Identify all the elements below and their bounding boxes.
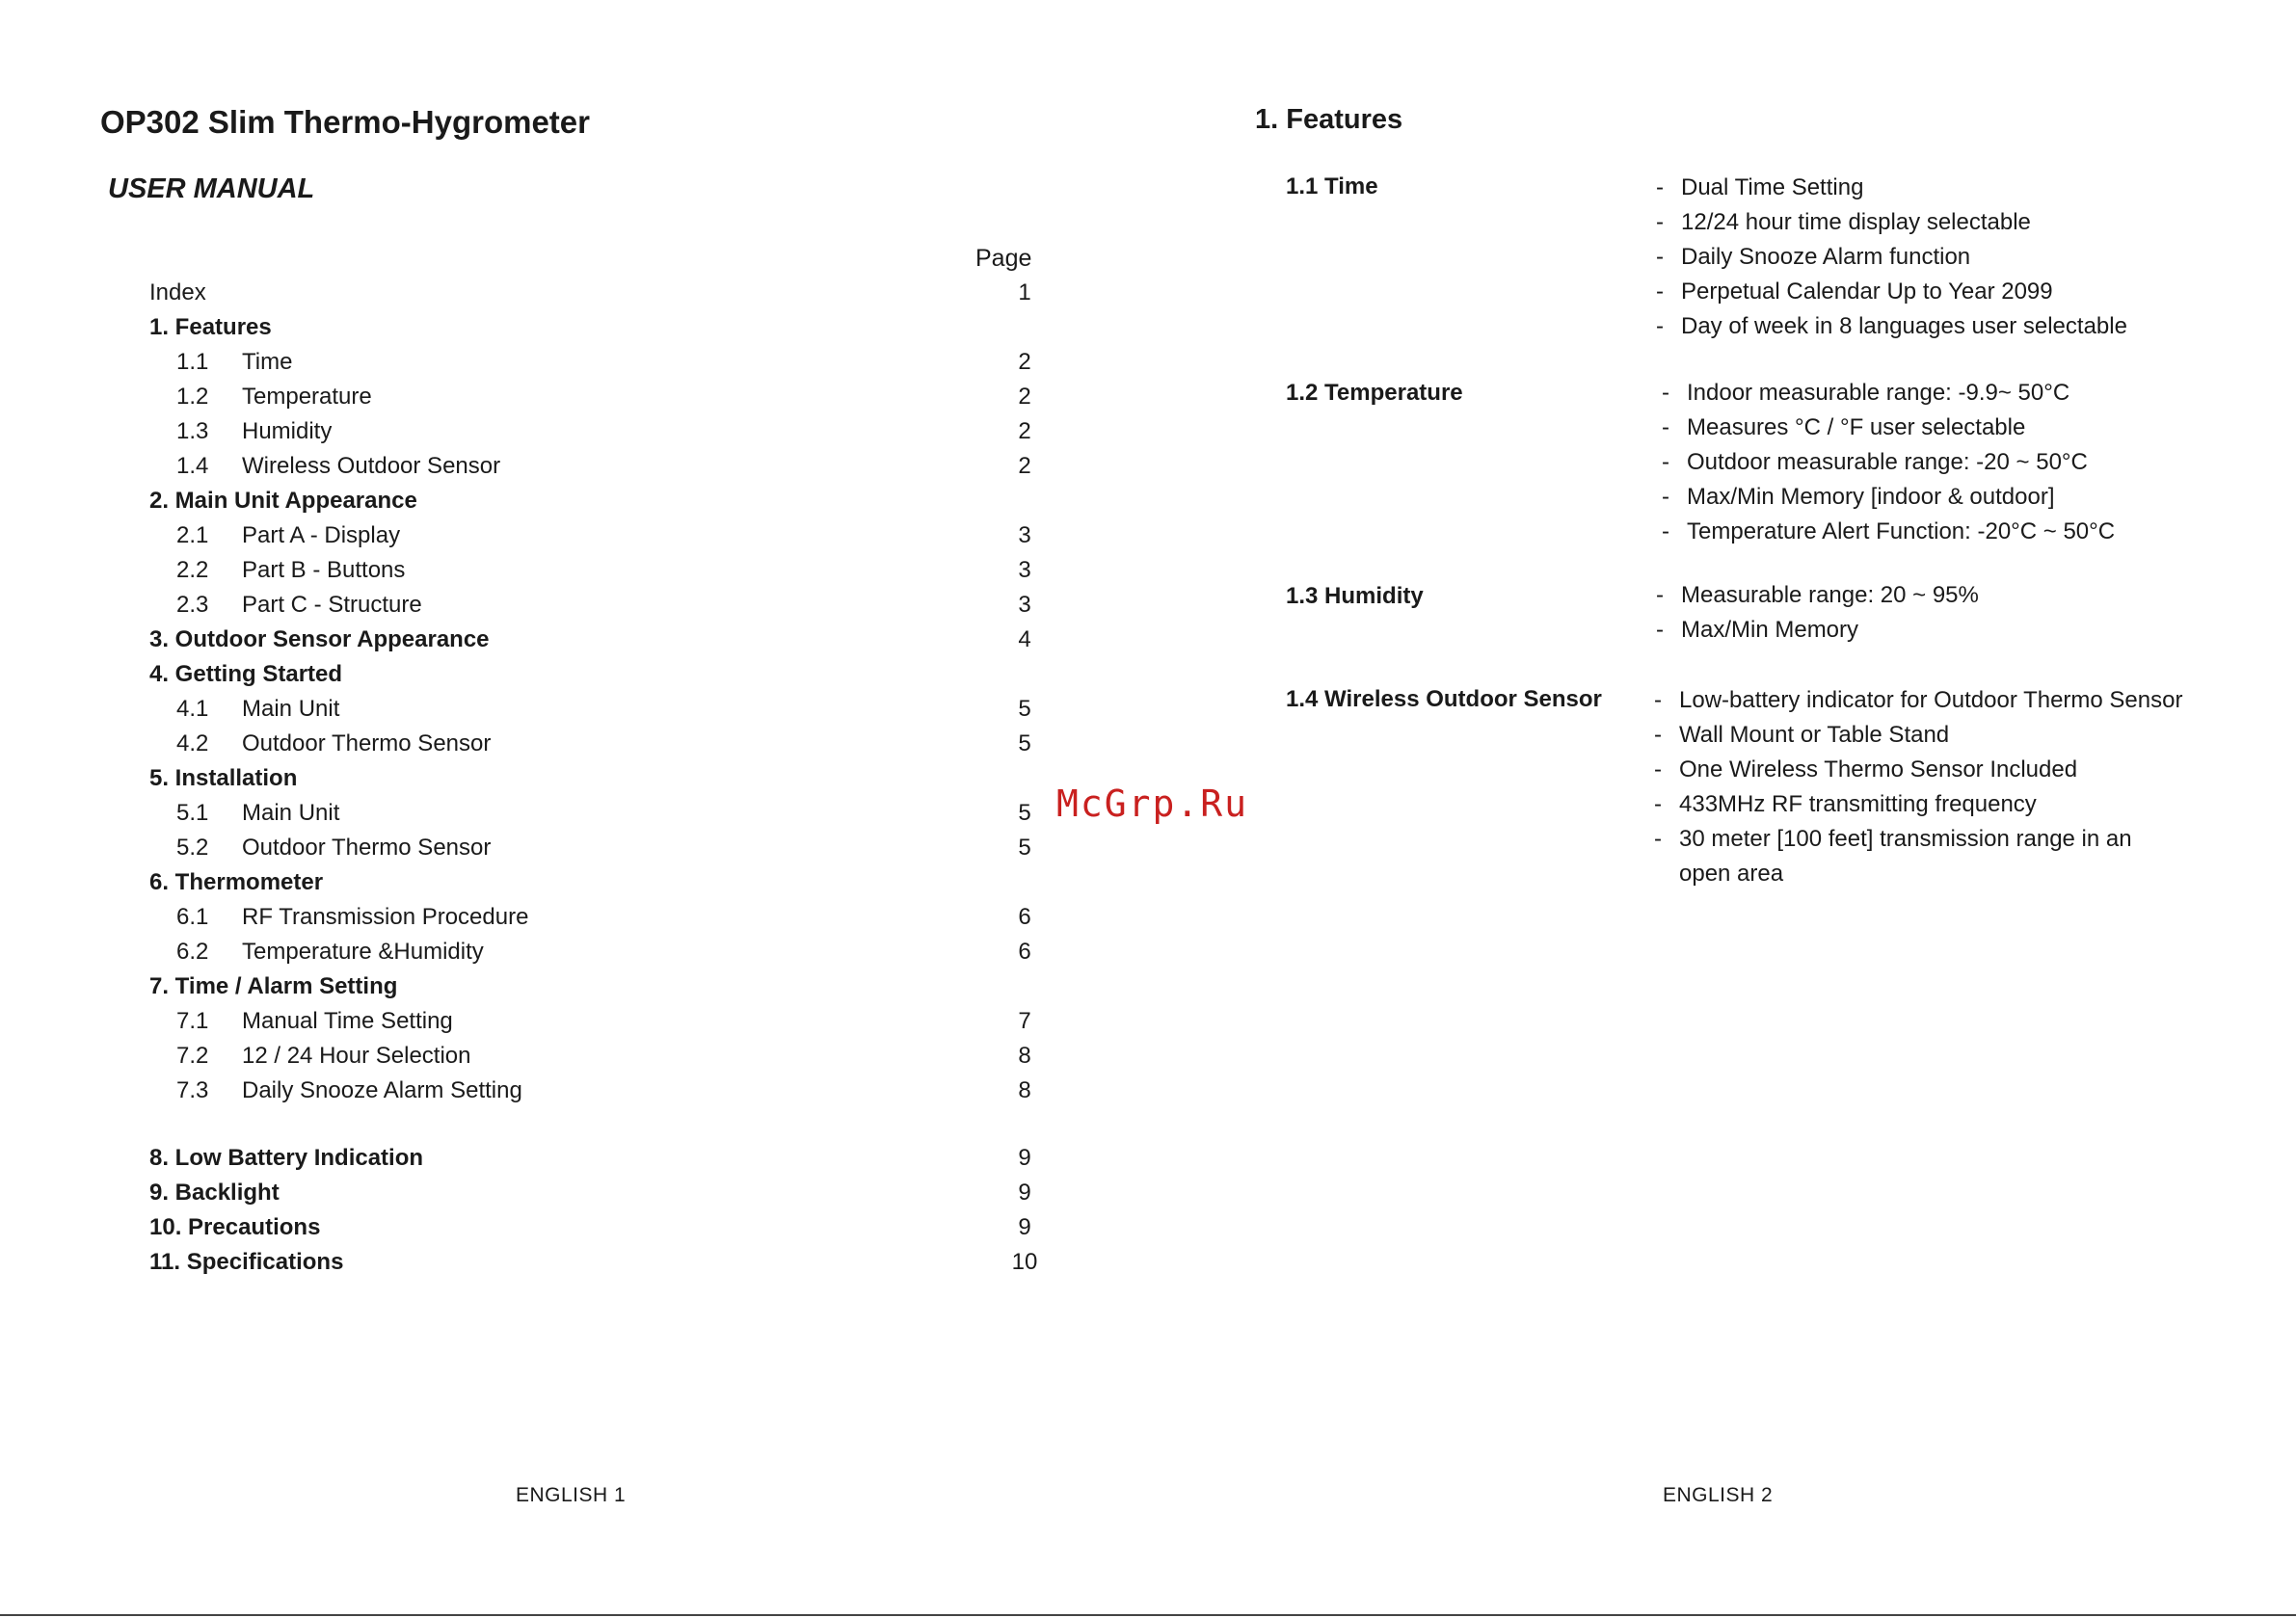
toc-entry [149, 1039, 1046, 1074]
feature-item: - Daily Snooze Alarm function [1656, 244, 1971, 270]
feature-item: - Day of week in 8 languages user selectable [1656, 313, 2127, 339]
toc-entry-label: Main Unit [242, 696, 340, 722]
feature-item: - Outdoor measurable range: -20 ~ 50°C [1662, 449, 2088, 475]
toc-entry-label: Daily Snooze Alarm Setting [242, 1077, 522, 1103]
toc-entry-label: 11. Specifications [149, 1249, 344, 1275]
toc-entry-page: 9 [1018, 1145, 1031, 1171]
feature-section-title: 1.4 Wireless Outdoor Sensor [1286, 686, 1602, 712]
toc-entry [149, 623, 1046, 657]
toc-entry-number: 1.2 [176, 384, 209, 410]
toc-entry [149, 1074, 1046, 1108]
toc-entry-label: Outdoor Thermo Sensor [242, 835, 492, 861]
toc-entry [149, 345, 1046, 380]
toc-entry-page: 5 [1018, 696, 1031, 722]
toc-entry-label: 5. Installation [149, 765, 298, 791]
toc-entry-page: 2 [1018, 384, 1031, 410]
toc-entry [149, 484, 1046, 518]
toc-entry [149, 935, 1046, 969]
toc-entry [149, 969, 1046, 1004]
feature-item: - Max/Min Memory [1656, 617, 1859, 643]
toc-entry [149, 449, 1046, 484]
feature-item: - 12/24 hour time display selectable [1656, 209, 2031, 235]
toc-entry-number: 2.3 [176, 592, 209, 618]
toc-entry-label: Humidity [242, 418, 333, 444]
toc-entry-number: 5.2 [176, 835, 209, 861]
toc-entry-page: 6 [1018, 904, 1031, 930]
watermark: McGrp.Ru [1056, 782, 1249, 825]
toc-entry [149, 831, 1046, 865]
toc-entry-label: 8. Low Battery Indication [149, 1145, 424, 1171]
toc-entry [149, 727, 1046, 761]
feature-item: - Perpetual Calendar Up to Year 2099 [1656, 279, 2053, 305]
toc-entry [149, 588, 1046, 623]
toc-entry-page: 2 [1018, 418, 1031, 444]
toc-entry-page: 8 [1018, 1077, 1031, 1103]
toc-entry [149, 553, 1046, 588]
toc-entry-page: 5 [1018, 730, 1031, 756]
toc-entry-label: RF Transmission Procedure [242, 904, 529, 930]
toc-entry-label: 7. Time / Alarm Setting [149, 973, 398, 999]
toc-entry [149, 310, 1046, 345]
toc-entry-page: 2 [1018, 453, 1031, 479]
feature-section-title: 1.3 Humidity [1286, 583, 1424, 609]
feature-item: - Indoor measurable range: -9.9~ 50°C [1662, 380, 2070, 406]
toc-page-column-header: Page [975, 245, 1032, 272]
document-subtitle: USER MANUAL [108, 173, 315, 204]
toc-entry-page: 7 [1018, 1008, 1031, 1034]
feature-section-title: 1.2 Temperature [1286, 380, 1463, 406]
toc-entry-page: 10 [1011, 1249, 1038, 1275]
toc-entry-page: 3 [1018, 522, 1031, 548]
toc-entry-label: Part A - Display [242, 522, 401, 548]
toc-entry-label: Time [242, 349, 293, 375]
toc-entry-label: Part C - Structure [242, 592, 422, 618]
toc-entry [149, 657, 1046, 692]
toc-entry-page: 1 [1018, 279, 1031, 305]
toc-entry-number: 7.3 [176, 1077, 209, 1103]
toc-entry [149, 1141, 1046, 1176]
toc-entry [149, 865, 1046, 900]
toc-entry-number: 5.1 [176, 800, 209, 826]
toc-entry [149, 900, 1046, 935]
feature-item: - Dual Time Setting [1656, 174, 1864, 200]
toc-entry [149, 761, 1046, 796]
feature-item: - Low-battery indicator for Outdoor Thermo Sensor [1654, 687, 2183, 713]
toc-entry-label: Temperature [242, 384, 372, 410]
toc-entry [149, 414, 1046, 449]
bottom-divider [0, 1614, 2296, 1616]
page-footer-left: ENGLISH 1 [516, 1484, 627, 1506]
toc-entry [149, 518, 1046, 553]
toc-entry-number: 4.1 [176, 696, 209, 722]
toc-entry-page: 8 [1018, 1043, 1031, 1069]
toc-entry-label: Temperature &Humidity [242, 939, 484, 965]
feature-item: - Wall Mount or Table Stand [1654, 722, 1950, 748]
toc-entry-number: 4.2 [176, 730, 209, 756]
toc-entry-label: Wireless Outdoor Sensor [242, 453, 501, 479]
feature-item: - 30 meter [100 feet] transmission range in an [1654, 826, 2132, 852]
document-title: OP302 Slim Thermo-Hygrometer [100, 104, 590, 140]
toc-entry-page: 5 [1018, 800, 1031, 826]
toc-entry-page: 3 [1018, 592, 1031, 618]
toc-entry-number: 6.2 [176, 939, 209, 965]
toc-entry-number: 2.2 [176, 557, 209, 583]
toc-entry-page: 9 [1018, 1180, 1031, 1206]
toc-entry-label: 10. Precautions [149, 1214, 321, 1240]
toc-entry-number: 1.3 [176, 418, 209, 444]
toc-entry [149, 1210, 1046, 1245]
table-of-contents [149, 276, 1046, 1280]
toc-entry-page: 5 [1018, 835, 1031, 861]
toc-entry-number: 2.1 [176, 522, 209, 548]
toc-entry-label: 9. Backlight [149, 1180, 280, 1206]
toc-entry-label: 1. Features [149, 314, 272, 340]
toc-entry [149, 380, 1046, 414]
toc-entry [149, 1176, 1046, 1210]
feature-list [1654, 683, 2182, 891]
feature-list [1656, 171, 2127, 344]
toc-entry-page: 6 [1018, 939, 1031, 965]
toc-entry-label: 12 / 24 Hour Selection [242, 1043, 471, 1069]
toc-spacer [149, 1108, 1046, 1141]
toc-entry [149, 276, 1046, 310]
toc-entry [149, 1004, 1046, 1039]
feature-list [1662, 376, 2115, 549]
toc-entry-label: Manual Time Setting [242, 1008, 453, 1034]
toc-entry-number: 6.1 [176, 904, 209, 930]
toc-entry-number: 7.2 [176, 1043, 209, 1069]
toc-entry-number: 7.1 [176, 1008, 209, 1034]
feature-list [1656, 578, 1979, 648]
feature-section-title: 1.1 Time [1286, 173, 1378, 199]
feature-item: - Temperature Alert Function: -20°C ~ 50°C [1662, 518, 2116, 544]
toc-entry-page: 3 [1018, 557, 1031, 583]
toc-entry-page: 2 [1018, 349, 1031, 375]
features-heading: 1. Features [1255, 104, 1403, 135]
feature-item: - One Wireless Thermo Sensor Included [1654, 756, 2078, 782]
feature-item: - Max/Min Memory [indoor & outdoor] [1662, 484, 2055, 510]
toc-entry-label: Part B - Buttons [242, 557, 406, 583]
toc-entry-label: Index [149, 279, 206, 305]
toc-entry-label: 6. Thermometer [149, 869, 324, 895]
toc-entry-label: Outdoor Thermo Sensor [242, 730, 492, 756]
toc-entry-label: 2. Main Unit Appearance [149, 488, 417, 514]
toc-entry-label: 4. Getting Started [149, 661, 343, 687]
toc-entry [149, 1245, 1046, 1280]
feature-item: - Measurable range: 20 ~ 95% [1656, 582, 1979, 608]
toc-entry-label: 3. Outdoor Sensor Appearance [149, 626, 490, 652]
page-footer-right: ENGLISH 2 [1663, 1484, 1774, 1506]
feature-item: open area [1679, 861, 1784, 887]
toc-entry-number: 1.4 [176, 453, 209, 479]
feature-item: - Measures °C / °F user selectable [1662, 414, 2026, 440]
toc-entry [149, 692, 1046, 727]
toc-entry [149, 796, 1046, 831]
toc-entry-label: Main Unit [242, 800, 340, 826]
toc-entry-page: 4 [1018, 626, 1031, 652]
toc-entry-number: 1.1 [176, 349, 209, 375]
feature-item: - 433MHz RF transmitting frequency [1654, 791, 2037, 817]
toc-entry-page: 9 [1018, 1214, 1031, 1240]
